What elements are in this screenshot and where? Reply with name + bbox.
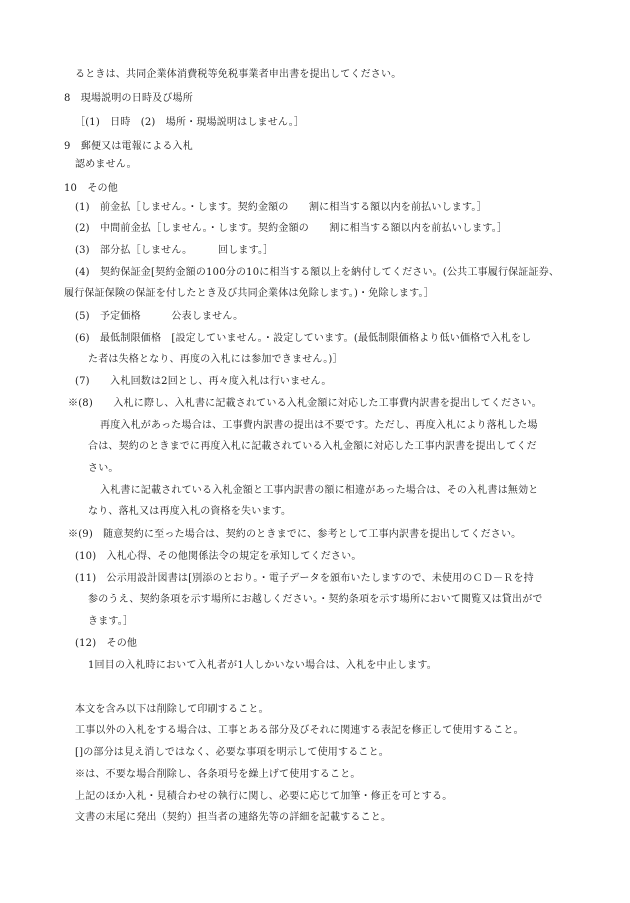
section-heading: 9 郵便又は電報による入札 — [64, 141, 193, 152]
text-line: 合は、契約のときまでに再度入札に記載されている入札金額に対応した工事内訳書を提出してくだ — [88, 441, 537, 452]
text-line: 入札書に記載されている入札金額と工事内訳書の額に相違があった場合は、その入札書は無効と — [100, 485, 539, 496]
note-line: 本文を含み以下は削除して印刷すること。 — [75, 704, 269, 715]
section-heading: 8 現場説明の日時及び場所 — [64, 93, 193, 104]
list-item: (3) 部分払［しません。 回します。］ — [75, 245, 274, 256]
note-line: 工事以外の入札をする場合は、工事とある部分及びそれに関連する表記を修正して使用すること。 — [75, 725, 524, 736]
note-line: 上記のほか入札・見積合わせの執行に関し、必要に応じて加筆・修正を可とする。 — [75, 791, 453, 802]
list-item: (2) 中間前金払［しません。・します。契約金額の 割に相当する額以内を前払いします。］ — [75, 223, 508, 234]
list-item: (11) 公示用設計図書は[別添のとおり。・電子データを頒布いたしますので、未使用のＣＤ－Ｒを持 — [75, 573, 534, 584]
note-line: 文書の末尾に発出（契約）担当者の連絡先等の詳細を記載すること。 — [75, 812, 392, 823]
list-item: (1) 前金払［しません。・します。契約金額の 割に相当する額以内を前払いします。］ — [75, 202, 487, 213]
list-item: (4) 契約保証金[契約金額の100分の10に相当する額以上を納付してください。(公共工事履行保証証券、 — [75, 267, 560, 278]
list-item: (10) 入札心得、その他関係法令の規定を承知してください。 — [75, 551, 362, 562]
list-item: ※(9) 随意契約に至った場合は、契約のときまでに、参考として工事内訳書を提出してください。 — [68, 529, 522, 540]
list-item: (7) 入札回数は2回とし、再々度入札は行いません。 — [75, 376, 332, 387]
text-line: きます。］ — [88, 616, 134, 627]
text-line: るときは、共同企業体消費税等免税事業者申出書を提出してください。 — [75, 69, 402, 80]
section-heading: 10 その他 — [64, 183, 118, 194]
list-item: ※(8) 入札に際し、入札書に記載されている入札金額に対応した工事費内訳書を提出してください。 — [68, 398, 542, 409]
text-line: た者は失格となり、再度の入札には参加できません。)］ — [88, 354, 343, 365]
list-item: (5) 予定価格 公表しません。 — [75, 311, 244, 322]
text-line: ［(1) 日時 (2) 場所・現場説明はしません。］ — [75, 117, 305, 128]
note-line: []の部分は見え消しではなく、必要な事項を明示して使用すること。 — [75, 747, 390, 758]
text-line: なり、落札又は再度入札の資格を失います。 — [88, 506, 292, 517]
text-line: 1回目の入札時において入札者が1人しかいない場合は、入札を中止します。 — [88, 660, 437, 671]
list-item: (12) その他 — [75, 638, 138, 649]
text-line: 再度入札があった場合は、工事費内訳書の提出は不要です。ただし、再度入札により落札した場 — [100, 420, 538, 431]
text-line: 履行保証保険の保証を付したとき及び共同企業体は免除します。)・免除します。］ — [64, 288, 434, 299]
text-line: さい。 — [88, 463, 119, 474]
text-line: 参のうえ、契約条項を示す場所にお越しください。・契約条項を示す場所において閲覧又は貸出がで — [88, 594, 543, 605]
text-line: 認めません。 — [75, 159, 137, 170]
note-line: ※は、不要な場合削除し、各条項号を繰上げて使用すること。 — [75, 769, 361, 780]
list-item: (6) 最低制限価格 [設定していません。・設定しています。(最低制限価格より低い価格で入札をし — [75, 333, 532, 344]
